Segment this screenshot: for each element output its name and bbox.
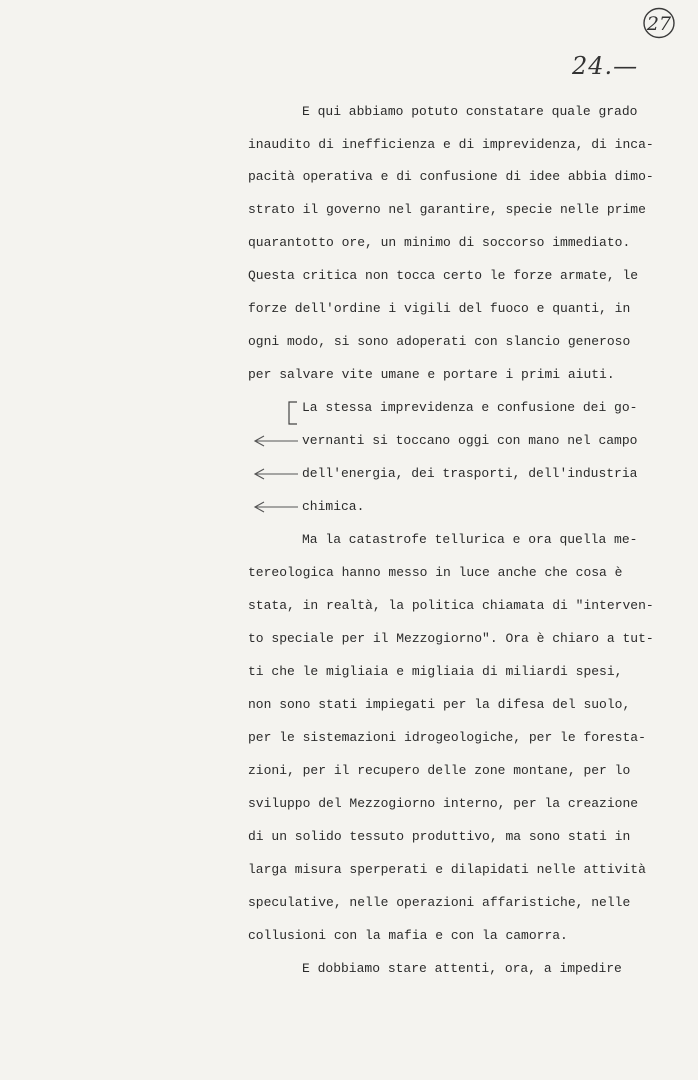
text-line: inaudito di inefficienza e di imprevidenza, di inca- xyxy=(248,137,654,152)
text-line: di un solido tessuto produttivo, ma sono stati in xyxy=(248,829,631,844)
text-line: chimica. xyxy=(302,499,365,514)
text-line: E qui abbiamo potuto constatare quale grado xyxy=(302,104,638,119)
text-line: Questa critica non tocca certo le forze armate, le xyxy=(248,268,639,283)
archive-number: 27 xyxy=(646,13,672,35)
text-line: strato il governo nel garantire, specie nelle prime xyxy=(248,202,646,217)
text-line: La stessa imprevidenza e confusione dei go- xyxy=(302,400,638,415)
margin-arrow-icon xyxy=(250,434,300,448)
text-line: to speciale per il Mezzogiorno". Ora è chiaro a tut- xyxy=(248,631,654,646)
text-line: zioni, per il recupero delle zone montane, per lo xyxy=(248,763,631,778)
text-line: collusioni con la mafia e con la camorra. xyxy=(248,928,568,943)
text-line: Ma la catastrofe tellurica e ora quella me- xyxy=(302,532,638,547)
text-line: ogni modo, si sono adoperati con slancio generoso xyxy=(248,334,631,349)
text-line: dell'energia, dei trasporti, dell'industria xyxy=(302,466,638,481)
text-line: larga misura sperperati e dilapidati nelle attività xyxy=(248,862,646,877)
bracket-mark-icon xyxy=(287,400,299,426)
text-line: sviluppo del Mezzogiorno interno, per la creazione xyxy=(248,796,639,811)
text-line: ti che le migliaia e migliaia di miliardi spesi, xyxy=(248,664,623,679)
archive-number-stamp xyxy=(642,6,676,40)
margin-arrow-icon xyxy=(250,500,300,514)
text-line: E dobbiamo stare attenti, ora, a impedire xyxy=(302,961,622,976)
text-line: forze dell'ordine i vigili del fuoco e quanti, in xyxy=(248,301,631,316)
text-line: quarantotto ore, un minimo di soccorso immediato. xyxy=(248,235,631,250)
text-line: tereologica hanno messo in luce anche che cosa è xyxy=(248,565,623,580)
text-line: non sono stati impiegati per la difesa del suolo, xyxy=(248,697,631,712)
text-line: per le sistemazioni idrogeologiche, per le foresta- xyxy=(248,730,646,745)
text-line: stata, in realtà, la politica chiamata di "interven- xyxy=(248,598,654,613)
text-line: pacità operativa e di confusione di idee abbia dimo- xyxy=(248,169,654,184)
text-line: vernanti si toccano oggi con mano nel campo xyxy=(302,433,638,448)
text-line: per salvare vite umane e portare i primi aiuti. xyxy=(248,367,615,382)
page-number: 24.— xyxy=(572,52,639,80)
margin-arrow-icon xyxy=(250,467,300,481)
text-line: speculative, nelle operazioni affaristiche, nelle xyxy=(248,895,631,910)
